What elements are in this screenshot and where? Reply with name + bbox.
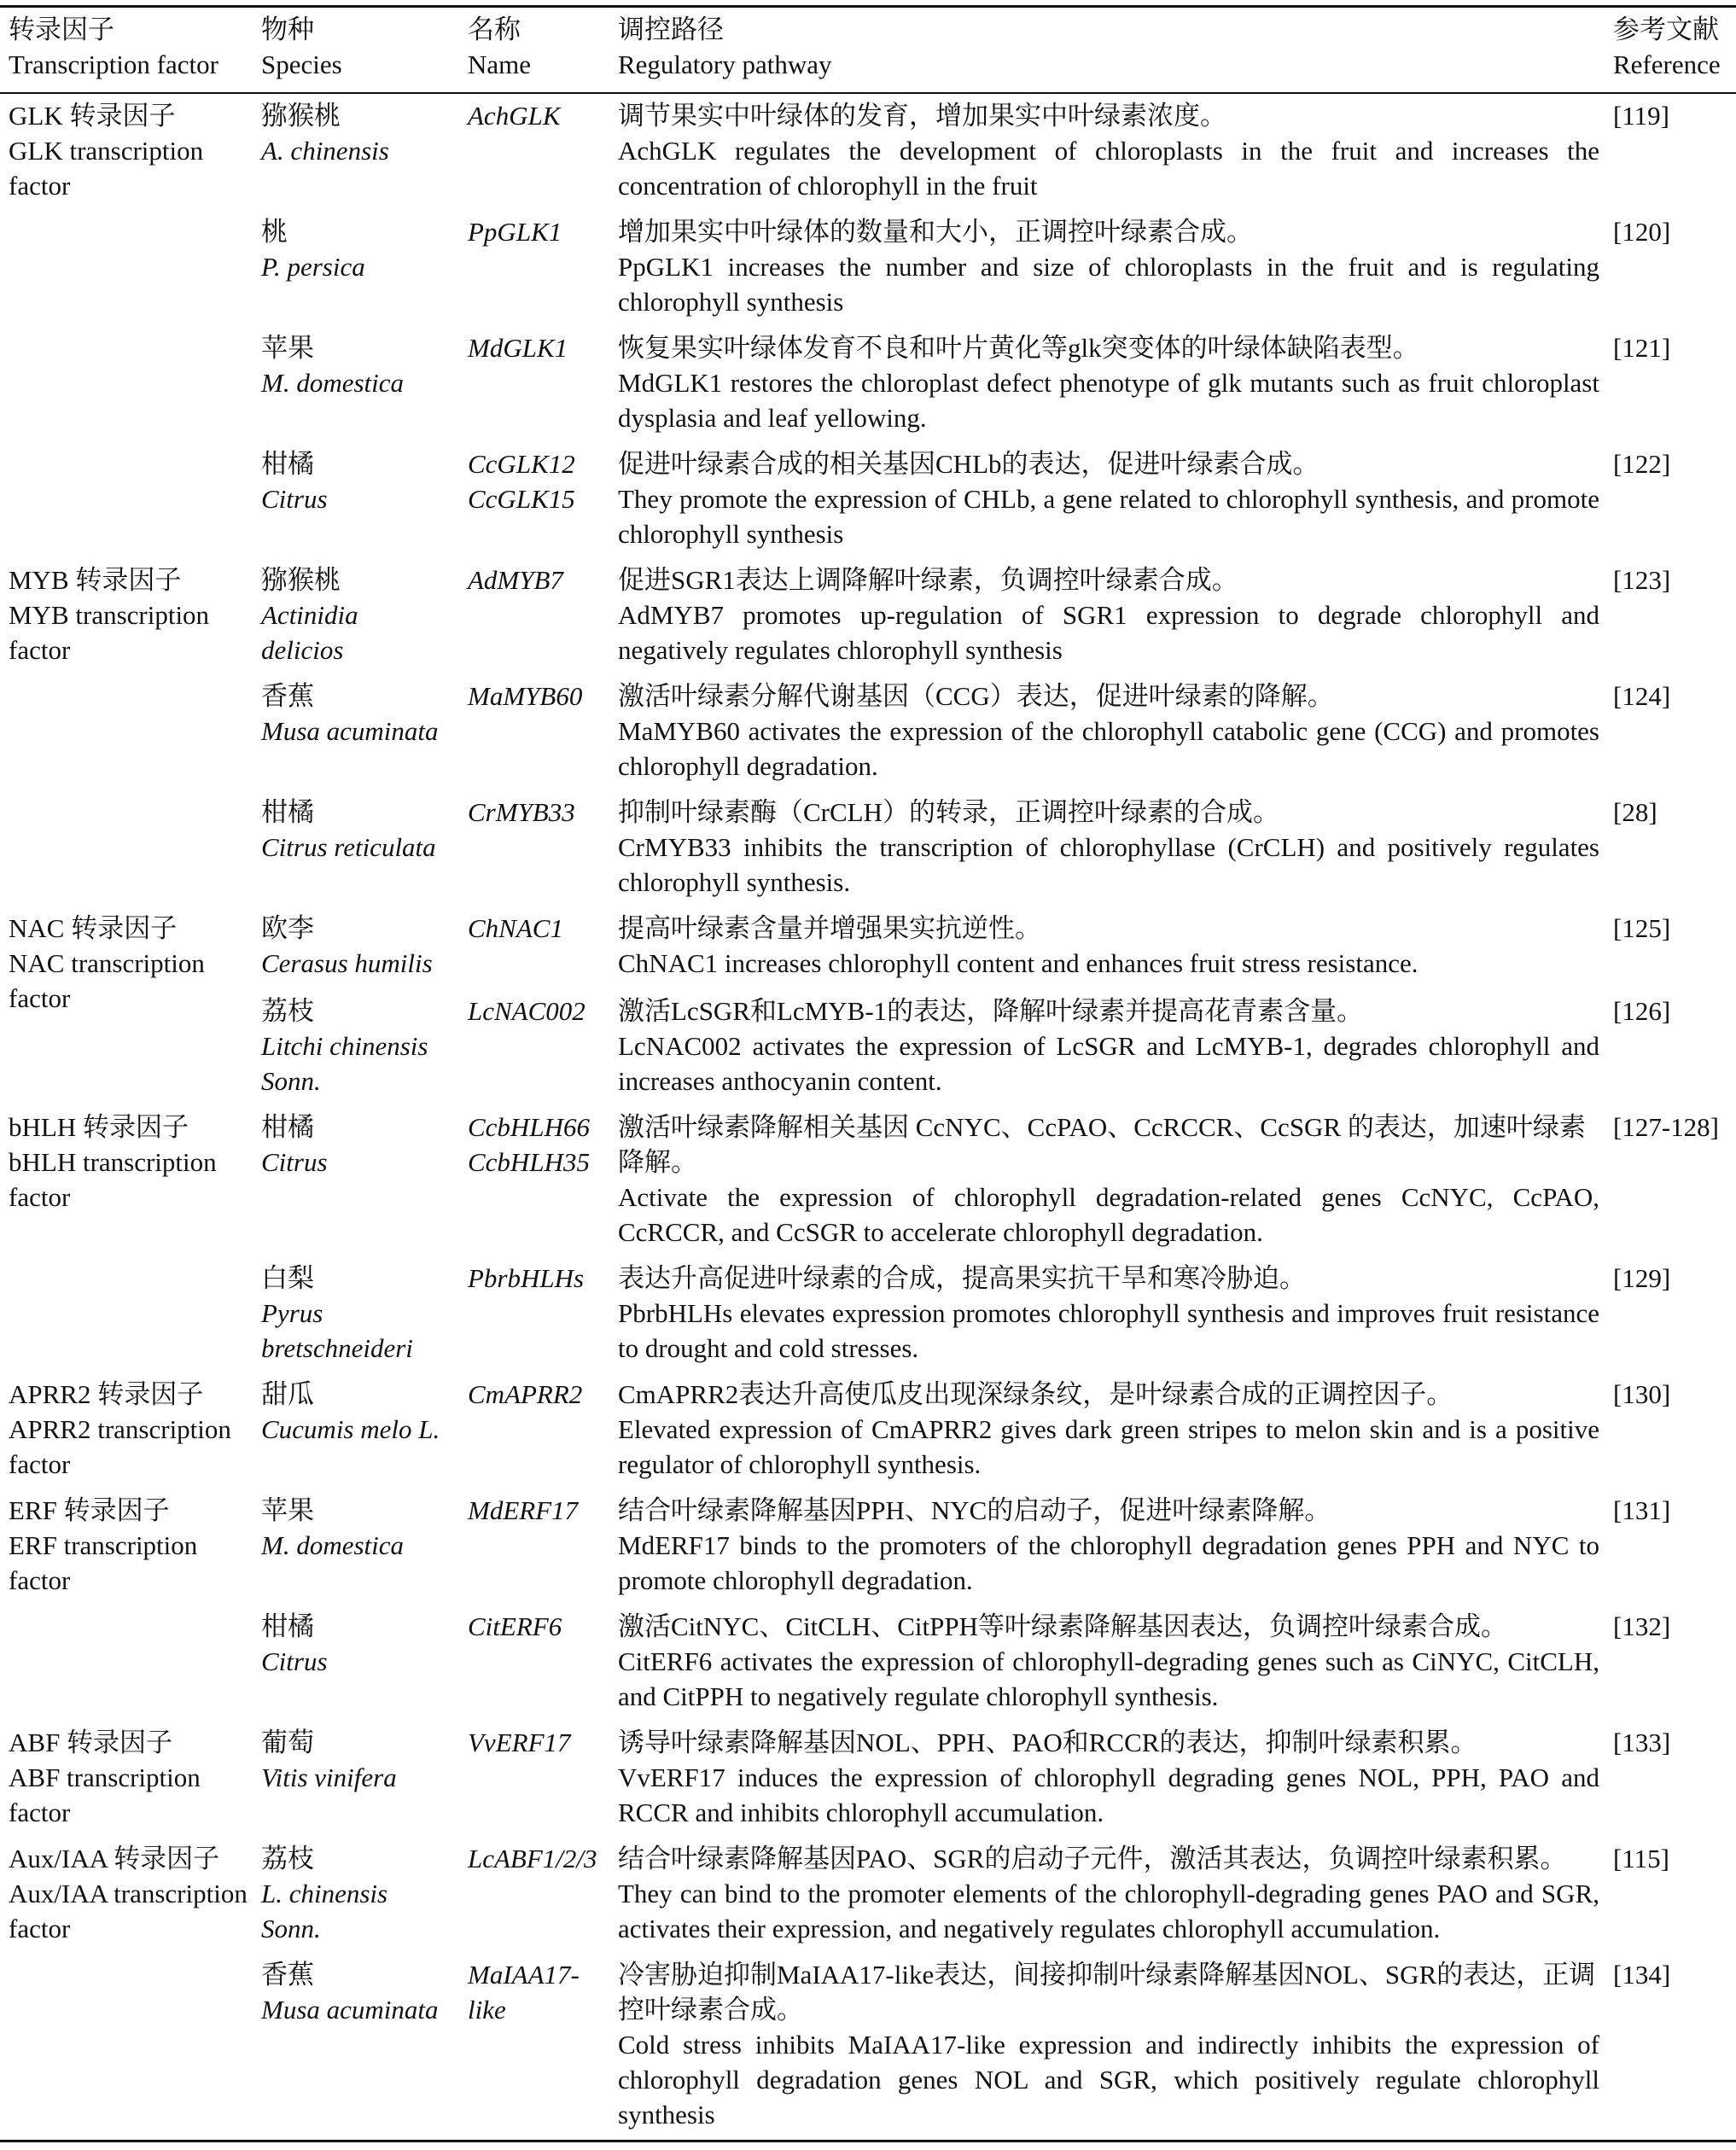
species-cell: 柑橘 Citrus <box>261 449 328 514</box>
species-cell: 白梨 Pyrus bretschneideri <box>261 1263 413 1363</box>
reference-cell: [122] <box>1613 449 1671 479</box>
species-cell: 猕猴桃 A. chinensis <box>261 101 389 166</box>
reference-cell: [125] <box>1613 913 1671 943</box>
species-cell: 香蕉 Musa acuminata <box>261 681 439 746</box>
species-cell: 桃 P. persica <box>261 217 365 282</box>
species-cell: 苹果 M. domestica <box>261 333 405 398</box>
reference-cell: [28] <box>1613 797 1657 827</box>
species-cell: 香蕉 Musa acuminata <box>261 1960 439 2025</box>
species-cell: 欧李 Cerasus humilis <box>261 913 433 978</box>
reference-cell: [127-128] <box>1613 1112 1719 1142</box>
regulatory-pathway-cell: 结合叶绿素降解基因PPH、NYC的启动子，促进叶绿素降解。 MdERF17 binds to the promoters of the chlorophyll degradation genes PPH and NYC to promote chlorophyll degradation. <box>618 1495 1599 1595</box>
reference-cell: [131] <box>1613 1495 1671 1525</box>
header-regulatory-pathway: 调控路径 Regulatory pathway <box>618 15 832 79</box>
species-cell: 柑橘 Citrus <box>261 1611 328 1676</box>
species-cell: 柑橘 Citrus <box>261 1112 328 1177</box>
table-bottom-rule <box>0 2140 1736 2142</box>
gene-name-cell: MaIAA17- like <box>468 1960 580 2025</box>
regulatory-pathway-cell: 表达升高促进叶绿素的合成，提高果实抗干旱和寒冷胁迫。 PbrbHLHs elevates expression promotes chlorophyll synthesis and improves fruit resistance to drought and cold stresses. <box>618 1263 1599 1363</box>
header-transcription-factor: 转录因子 Transcription factor <box>9 15 218 79</box>
regulatory-pathway-cell: 冷害胁迫抑制MaIAA17-like表达，间接抑制叶绿素降解基因NOL、SGR的表达，正调控叶绿素合成。 Cold stress inhibits MaIAA17-like expression and indirectly inhibits the expression of chlorophyll degradation genes NOL and SGR, which positively regulate chlorophyll synthesis <box>618 1960 1599 2130</box>
species-cell: 荔枝 Litchi chinensis Sonn. <box>261 996 428 1096</box>
species-cell: 猕猴桃 Actinidia delicios <box>261 565 358 665</box>
transcription-factor-cell: APRR2 转录因子 APRR2 transcription factor <box>9 1379 231 1479</box>
species-cell: 甜瓜 Cucumis melo L. <box>261 1379 440 1444</box>
reference-cell: [115] <box>1613 1844 1669 1873</box>
gene-name-cell: CrMYB33 <box>468 797 575 827</box>
regulatory-pathway-cell: 促进叶绿素合成的相关基因CHLb的表达，促进叶绿素合成。 They promote the expression of CHLb, a gene related to chlorophyll synthesis, and promote chlorophyll synthesis <box>618 449 1599 549</box>
transcription-factor-cell: ABF 转录因子 ABF transcription factor <box>9 1728 201 1827</box>
transcription-factor-cell: Aux/IAA 转录因子 Aux/IAA transcription factor <box>9 1844 248 1943</box>
reference-cell: [120] <box>1613 217 1671 247</box>
regulatory-pathway-cell: 结合叶绿素降解基因PAO、SGR的启动子元件，激活其表达，负调控叶绿素积累。 They can bind to the promoter elements of the chlorophyll-degrading genes PAO and SGR, activates their expression, and negatively regulates chlorophyll accumulation. <box>618 1844 1599 1943</box>
gene-name-cell: PpGLK1 <box>468 217 562 247</box>
gene-name-cell: MaMYB60 <box>468 681 583 711</box>
gene-name-cell: CcbHLH66 CcbHLH35 <box>468 1112 590 1177</box>
regulatory-pathway-cell: 增加果实中叶绿体的数量和大小，正调控叶绿素合成。 PpGLK1 increases the number and size of chloroplasts in the fruit and is regulating chlorophyll synthesis <box>618 217 1599 317</box>
regulatory-pathway-cell: CmAPRR2表达升高使瓜皮出现深绿条纹，是叶绿素合成的正调控因子。 Elevated expression of CmAPRR2 gives dark green stripes to melon skin and is a positive regulator of chlorophyll synthesis. <box>618 1379 1599 1479</box>
regulatory-pathway-cell: 调节果实中叶绿体的发育，增加果实中叶绿素浓度。 AchGLK regulates the development of chloroplasts in the fruit and increases the concentration of chlorophyll in the fruit <box>618 101 1599 201</box>
regulatory-pathway-cell: 激活CitNYC、CitCLH、CitPPH等叶绿素降解基因表达，负调控叶绿素合成。 CitERF6 activates the expression of chlorophyll-degrading genes such as CiNYC, CitCLH, and CitPPH to negatively regulate chlorophyll synthesis. <box>618 1611 1599 1711</box>
gene-name-cell: CmAPRR2 <box>468 1379 583 1409</box>
regulatory-pathway-cell: 提高叶绿素含量并增强果实抗逆性。 ChNAC1 increases chlorophyll content and enhances fruit stress resistance. <box>618 913 1419 978</box>
regulatory-pathway-cell: 恢复果实叶绿体发育不良和叶片黄化等glk突变体的叶绿体缺陷表型。 MdGLK1 restores the chloroplast defect phenotype of glk mutants such as fruit chloroplast dysplasia and leaf yellowing. <box>618 333 1599 433</box>
reference-cell: [123] <box>1613 565 1671 595</box>
transcription-factor-cell: bHLH 转录因子 bHLH transcription factor <box>9 1112 217 1212</box>
gene-name-cell: MdGLK1 <box>468 333 568 363</box>
reference-cell: [134] <box>1613 1960 1671 1990</box>
transcription-factor-cell: NAC 转录因子 NAC transcription factor <box>9 913 205 1013</box>
gene-name-cell: AchGLK <box>468 101 561 131</box>
gene-name-cell: LcABF1/2/3 <box>468 1844 597 1873</box>
regulatory-pathway-cell: 诱导叶绿素降解基因NOL、PPH、PAO和RCCR的表达，抑制叶绿素积累。 VvERF17 induces the expression of chlorophyll degrading genes NOL, PPH, PAO and RCCR and inhibits chlorophyll accumulation. <box>618 1728 1599 1827</box>
table-top-rule <box>0 5 1736 8</box>
gene-name-cell: AdMYB7 <box>468 565 563 595</box>
gene-name-cell: MdERF17 <box>468 1495 579 1525</box>
reference-cell: [124] <box>1613 681 1671 711</box>
reference-cell: [121] <box>1613 333 1671 363</box>
reference-cell: [130] <box>1613 1379 1671 1409</box>
species-cell: 苹果 M. domestica <box>261 1495 405 1560</box>
gene-name-cell: VvERF17 <box>468 1728 571 1757</box>
species-cell: 柑橘 Citrus reticulata <box>261 797 436 862</box>
regulatory-pathway-cell: 抑制叶绿素酶（CrCLH）的转录，正调控叶绿素的合成。 CrMYB33 inhibits the transcription of chlorophyllase (CrCLH) and positively regulates chlorophyll synthesis. <box>618 797 1599 897</box>
reference-cell: [133] <box>1613 1728 1671 1757</box>
species-cell: 荔枝 L. chinensis Sonn. <box>261 1844 388 1943</box>
regulatory-pathway-cell: 激活叶绿素降解相关基因 CcNYC、CcPAO、CcRCCR、CcSGR 的表达，加速叶绿素降解。 Activate the expression of chlorophyll degradation-related genes CcNYC, CcPAO, CcRCCR, and CcSGR to accelerate chlorophyll degradation. <box>618 1112 1599 1247</box>
gene-name-cell: LcNAC002 <box>468 996 585 1026</box>
transcription-factor-cell: ERF 转录因子 ERF transcription factor <box>9 1495 198 1595</box>
gene-name-cell: PbrbHLHs <box>468 1263 585 1293</box>
header-reference: 参考文献 Reference <box>1613 15 1721 79</box>
reference-cell: [126] <box>1613 996 1671 1026</box>
header-name: 名称 Name <box>468 15 532 79</box>
regulatory-pathway-cell: 促进SGR1表达上调降解叶绿素，负调控叶绿素合成。 AdMYB7 promotes up-regulation of SGR1 expression to degrade chlorophyll and negatively regulates chlorophyll synthesis <box>618 565 1599 665</box>
gene-name-cell: CcGLK12 CcGLK15 <box>468 449 575 514</box>
species-cell: 葡萄 Vitis vinifera <box>261 1728 397 1792</box>
header-species: 物种 Species <box>261 15 342 79</box>
gene-name-cell: CitERF6 <box>468 1611 562 1641</box>
table-header-rule <box>0 92 1736 94</box>
reference-cell: [129] <box>1613 1263 1671 1293</box>
gene-name-cell: ChNAC1 <box>468 913 563 943</box>
regulatory-pathway-cell: 激活叶绿素分解代谢基因（CCG）表达，促进叶绿素的降解。 MaMYB60 activates the expression of the chlorophyll catabolic gene (CCG) and promotes chlorophyll degradation. <box>618 681 1599 781</box>
regulatory-pathway-cell: 激活LcSGR和LcMYB-1的表达，降解叶绿素并提高花青素含量。 LcNAC002 activates the expression of LcSGR and LcMYB-1, degrades chlorophyll and increases anthocyanin content. <box>618 996 1599 1096</box>
reference-cell: [119] <box>1613 101 1669 131</box>
reference-cell: [132] <box>1613 1611 1671 1641</box>
transcription-factor-cell: GLK 转录因子 GLK transcription factor <box>9 101 204 201</box>
transcription-factor-cell: MYB 转录因子 MYB transcription factor <box>9 565 210 665</box>
